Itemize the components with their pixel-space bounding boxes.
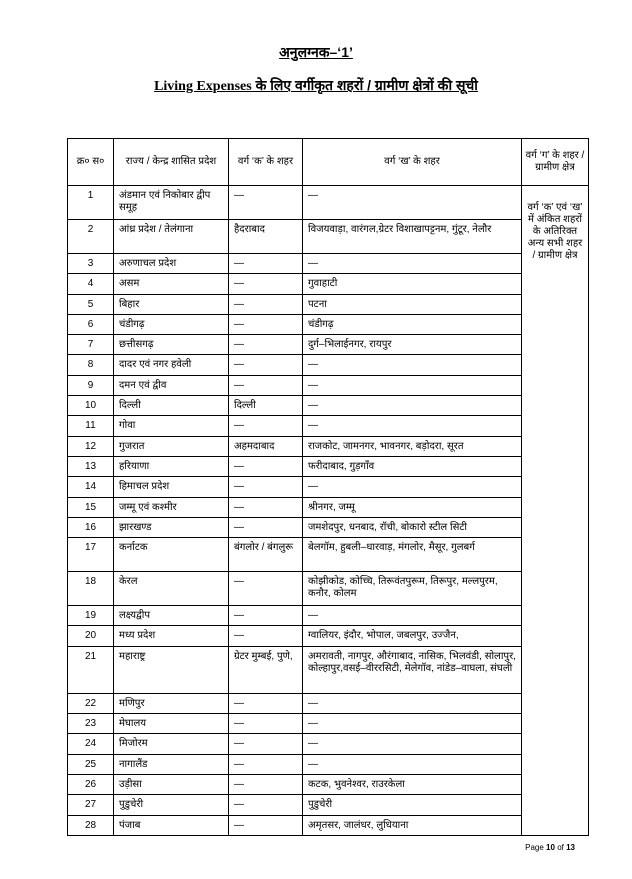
table-row bbox=[68, 626, 589, 646]
class-a-cell: ग्रेटर मुम्बई, पुणे, bbox=[229, 646, 303, 693]
state-cell: दादर एवं नगर हवेली bbox=[114, 355, 229, 375]
table-row bbox=[68, 774, 589, 794]
class-a-cell: — bbox=[229, 477, 303, 497]
class-a-cell: — bbox=[229, 274, 303, 294]
state-cell: हरियाणा bbox=[114, 456, 229, 476]
serial-number-cell: 20 bbox=[68, 626, 114, 646]
serial-number-cell: 19 bbox=[68, 606, 114, 626]
class-b-cell: — bbox=[303, 754, 522, 774]
header-class-b: वर्ग ‘ख’ के शहर bbox=[303, 139, 522, 186]
table-row bbox=[68, 646, 589, 693]
class-a-cell: — bbox=[229, 572, 303, 606]
class-a-cell: अहमदाबाद bbox=[229, 436, 303, 456]
table-row bbox=[68, 220, 589, 254]
table-row bbox=[68, 572, 589, 606]
table-header-row bbox=[68, 139, 589, 186]
serial-number-cell: 2 bbox=[68, 220, 114, 254]
serial-number-cell: 26 bbox=[68, 774, 114, 794]
class-a-cell: बंगलोर / बंगलुरू bbox=[229, 538, 303, 572]
state-cell: नागालैंड bbox=[114, 754, 229, 774]
table-row bbox=[68, 795, 589, 815]
serial-number-cell: 4 bbox=[68, 274, 114, 294]
state-cell: अंडमान एवं निकोबार द्वीप समूह bbox=[114, 186, 229, 220]
serial-number-cell: 23 bbox=[68, 714, 114, 734]
table-row bbox=[68, 274, 589, 294]
class-b-cell: — bbox=[303, 693, 522, 713]
serial-number-cell: 25 bbox=[68, 754, 114, 774]
table-row bbox=[68, 456, 589, 476]
class-b-cell: पटना bbox=[303, 294, 522, 314]
serial-number-cell: 14 bbox=[68, 477, 114, 497]
state-cell: मणिपुर bbox=[114, 693, 229, 713]
table-row bbox=[68, 497, 589, 517]
table-row bbox=[68, 517, 589, 537]
state-cell: झारखण्ड bbox=[114, 517, 229, 537]
state-cell: मध्य प्रदेश bbox=[114, 626, 229, 646]
page-label: Page bbox=[525, 843, 544, 852]
table-row bbox=[68, 754, 589, 774]
class-a-cell: — bbox=[229, 254, 303, 274]
table-row bbox=[68, 294, 589, 314]
table-row bbox=[68, 314, 589, 334]
serial-number-cell: 6 bbox=[68, 314, 114, 334]
state-cell: असम bbox=[114, 274, 229, 294]
class-a-cell: — bbox=[229, 815, 303, 835]
table-row bbox=[68, 186, 589, 220]
class-b-cell: कटक, भुवनेश्वर, राउरकेला bbox=[303, 774, 522, 794]
serial-number-cell: 21 bbox=[68, 646, 114, 693]
state-cell: गोवा bbox=[114, 416, 229, 436]
state-cell: दिल्ली bbox=[114, 396, 229, 416]
state-cell: पुडुचेरी bbox=[114, 795, 229, 815]
class-b-cell: राजकोट, जामनगर, भावनगर, बड़ोदरा, सूरत bbox=[303, 436, 522, 456]
table-row bbox=[68, 355, 589, 375]
state-cell: पंजाब bbox=[114, 815, 229, 835]
serial-number-cell: 5 bbox=[68, 294, 114, 314]
serial-number-cell: 18 bbox=[68, 572, 114, 606]
class-b-cell: बेलगॉम, हुबली–धारवाड़, मंगलोर, मैसूर, गुलबर्ग bbox=[303, 538, 522, 572]
class-a-cell: — bbox=[229, 416, 303, 436]
table-row bbox=[68, 477, 589, 497]
class-b-cell: — bbox=[303, 375, 522, 395]
document-subtitle bbox=[0, 76, 632, 96]
serial-number-cell: 16 bbox=[68, 517, 114, 537]
class-a-cell: — bbox=[229, 626, 303, 646]
serial-number-cell: 8 bbox=[68, 355, 114, 375]
class-b-cell: — bbox=[303, 477, 522, 497]
class-a-cell: — bbox=[229, 517, 303, 537]
class-b-cell: — bbox=[303, 254, 522, 274]
serial-number-cell: 13 bbox=[68, 456, 114, 476]
state-cell: गुजरात bbox=[114, 436, 229, 456]
class-a-cell: — bbox=[229, 497, 303, 517]
serial-number-cell: 28 bbox=[68, 815, 114, 835]
state-cell: केरल bbox=[114, 572, 229, 606]
page-of-label: of bbox=[557, 843, 564, 852]
serial-number-cell: 7 bbox=[68, 335, 114, 355]
page-total: 13 bbox=[566, 843, 575, 852]
table-row bbox=[68, 714, 589, 734]
table-row bbox=[68, 436, 589, 456]
class-a-cell: — bbox=[229, 693, 303, 713]
serial-number-cell: 27 bbox=[68, 795, 114, 815]
class-b-cell: ग्वालियर, इंदौर, भोपाल, जबलपुर, उज्जैन, bbox=[303, 626, 522, 646]
class-b-cell: कोझीकोड, कोच्चि, तिरूवंतपुरूम, तिरूपुर, मल्लपुरम, कनौर, कोलम bbox=[303, 572, 522, 606]
class-a-cell: — bbox=[229, 714, 303, 734]
state-cell: अरुणाचल प्रदेश bbox=[114, 254, 229, 274]
class-b-cell: — bbox=[303, 714, 522, 734]
class-b-cell: — bbox=[303, 355, 522, 375]
class-a-cell: — bbox=[229, 606, 303, 626]
class-b-cell: — bbox=[303, 186, 522, 220]
state-cell: महाराष्ट्र bbox=[114, 646, 229, 693]
state-cell: आंध्र प्रदेश / तेलंगाना bbox=[114, 220, 229, 254]
header-class-c: वर्ग ‘ग’ के शहर / ग्रामीण क्षेत्र bbox=[522, 139, 589, 186]
table-row bbox=[68, 815, 589, 835]
class-a-cell: हैदराबाद bbox=[229, 220, 303, 254]
class-a-cell: — bbox=[229, 375, 303, 395]
class-a-cell: दिल्ली bbox=[229, 396, 303, 416]
class-b-cell: विजयवाड़ा, वारंगल,ग्रेटर विशाखापट्टनम, गुंटूर, नेलौर bbox=[303, 220, 522, 254]
header-state: राज्य / केन्द्र शासित प्रदेश bbox=[114, 139, 229, 186]
class-b-cell: अमरावती, नागपुर, औरंगाबाद, नासिक, भिलवंडी, सोलापुर, कोल्हापुर,वसई–वीररसिटी, मेलेगॉव, नांडेड–वाघला, संघली bbox=[303, 646, 522, 693]
class-b-cell: दुर्ग–भिलाईनगर, रायपुर bbox=[303, 335, 522, 355]
document-title bbox=[0, 43, 632, 61]
class-a-cell: — bbox=[229, 754, 303, 774]
subtitle-english: Living Expenses bbox=[154, 79, 252, 94]
class-b-cell: अमृतसर, जालंधर, लुधियाना bbox=[303, 815, 522, 835]
table-row bbox=[68, 254, 589, 274]
class-b-cell: जमशेदपुर, धनबाद, रॉची, बोकारो स्टील सिटी bbox=[303, 517, 522, 537]
class-b-cell: पुडुचेरी bbox=[303, 795, 522, 815]
table-row bbox=[68, 375, 589, 395]
table-row bbox=[68, 335, 589, 355]
serial-number-cell: 22 bbox=[68, 693, 114, 713]
class-a-cell: — bbox=[229, 456, 303, 476]
class-b-cell: — bbox=[303, 396, 522, 416]
state-cell: उड़ीसा bbox=[114, 774, 229, 794]
class-b-cell: — bbox=[303, 606, 522, 626]
state-cell: कर्नाटक bbox=[114, 538, 229, 572]
class-c-note-cell: वर्ग ‘क’ एवं ‘ख’ में अंकित शहरों के अतिरिक्त अन्य सभी शहर / ग्रामीण क्षेत्र bbox=[522, 186, 589, 836]
serial-number-cell: 1 bbox=[68, 186, 114, 220]
annexure-title: अनुलग्नक–‘1’ bbox=[279, 44, 353, 60]
state-cell: छत्तीसगढ़ bbox=[114, 335, 229, 355]
class-b-cell: श्रीनगर, जम्मू bbox=[303, 497, 522, 517]
state-cell: चंडीगढ़ bbox=[114, 314, 229, 334]
subtitle-text bbox=[154, 77, 478, 93]
serial-number-cell: 24 bbox=[68, 734, 114, 754]
class-b-cell: फरीदाबाद, गुड़गाँव bbox=[303, 456, 522, 476]
class-b-cell: — bbox=[303, 416, 522, 436]
subtitle-hindi: के लिए वर्गीकृत शहरों / ग्रामीण क्षेत्रों की सूची bbox=[255, 77, 478, 93]
class-a-cell: — bbox=[229, 186, 303, 220]
state-cell: जम्मू एवं कश्मीर bbox=[114, 497, 229, 517]
class-a-cell: — bbox=[229, 774, 303, 794]
header-class-a: वर्ग ‘क’ के शहर bbox=[229, 139, 303, 186]
serial-number-cell: 12 bbox=[68, 436, 114, 456]
serial-number-cell: 17 bbox=[68, 538, 114, 572]
serial-number-cell: 9 bbox=[68, 375, 114, 395]
table-row bbox=[68, 734, 589, 754]
table-row bbox=[68, 693, 589, 713]
table-row bbox=[68, 416, 589, 436]
state-cell: लक्ष्यद्वीप bbox=[114, 606, 229, 626]
page-number: 10 bbox=[546, 843, 555, 852]
class-a-cell: — bbox=[229, 335, 303, 355]
state-cell: मिजोरम bbox=[114, 734, 229, 754]
page-footer bbox=[525, 843, 575, 853]
class-b-cell: गुवाहाटी bbox=[303, 274, 522, 294]
class-b-cell: — bbox=[303, 734, 522, 754]
state-cell: मेघालय bbox=[114, 714, 229, 734]
class-a-cell: — bbox=[229, 314, 303, 334]
state-cell: बिहार bbox=[114, 294, 229, 314]
class-a-cell: — bbox=[229, 294, 303, 314]
table-row bbox=[68, 396, 589, 416]
class-b-cell: चंडीगढ़ bbox=[303, 314, 522, 334]
class-a-cell: — bbox=[229, 734, 303, 754]
table-row bbox=[68, 538, 589, 572]
table-row bbox=[68, 606, 589, 626]
state-cell: दमन एवं द्वीव bbox=[114, 375, 229, 395]
header-serial: क्र० स० bbox=[68, 139, 114, 186]
serial-number-cell: 3 bbox=[68, 254, 114, 274]
city-classification-table bbox=[67, 138, 589, 836]
class-a-cell: — bbox=[229, 795, 303, 815]
serial-number-cell: 15 bbox=[68, 497, 114, 517]
serial-number-cell: 10 bbox=[68, 396, 114, 416]
state-cell: हिमाचल प्रदेश bbox=[114, 477, 229, 497]
class-a-cell: — bbox=[229, 355, 303, 375]
serial-number-cell: 11 bbox=[68, 416, 114, 436]
